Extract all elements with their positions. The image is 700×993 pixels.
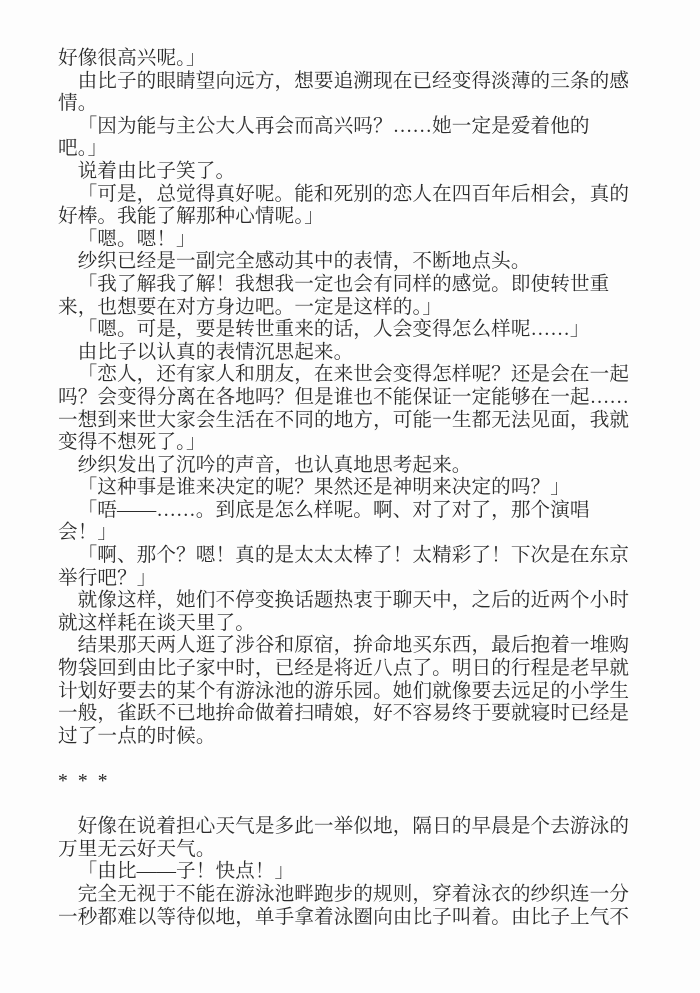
text-line: 结果那天两人逛了涉谷和原宿，拚命地买东西，最后抱着一堆购 <box>77 635 630 657</box>
body-text <box>58 48 642 929</box>
text-line: 情。 <box>58 93 98 115</box>
text-line: 就这样耗在谈天里了。 <box>58 612 255 634</box>
text-line: 物袋回到由比子家中时，已经是将近八点了。明日的行程是老早就 <box>58 658 630 680</box>
text-line: 「嗯。嗯！」 <box>77 228 196 250</box>
text-line: 计划好要去的某个有游泳池的游乐园。她们就像要去远足的小学生 <box>58 680 630 702</box>
text-line: 完全无视于不能在游泳池畔跑步的规则，穿着泳衣的纱织连一分 <box>77 883 630 905</box>
text-line: 「恋人，还有家人和朋友，在来世会变得怎样呢？还是会在一起 <box>77 364 630 386</box>
text-line: 「嗯。可是，要是转世重来的话，人会变得怎么样呢……」 <box>77 319 590 341</box>
text-line: 「因为能与主公大人再会而高兴吗？……她一定是爱着他的 <box>77 115 590 137</box>
text-line: 过了一点的时候。 <box>58 725 216 747</box>
text-line: 「啊、那个？嗯！真的是太太太棒了！太精彩了！下次是在东京 <box>77 545 630 567</box>
text-line: 一秒都难以等待似地，单手拿着泳圈向由比子叫着。由比子上气不 <box>58 906 630 928</box>
text-line: 一般，雀跃不已地拚命做着扫晴娘，好不容易终于要就寝时已经是 <box>58 703 630 725</box>
text-line: 「唔——……。到底是怎么样呢。啊、对了对了，那个演唱 <box>77 499 590 521</box>
text-line: 来，也想要在对方身边吧。一定是这样的。」 <box>58 296 443 318</box>
text-line: 吗？会变得分离在各地吗？但是谁也不能保证一定能够在一起…… <box>58 386 630 408</box>
text-line: 由比子以认真的表情沉思起来。 <box>77 341 354 363</box>
section-separator: * * * <box>58 771 108 792</box>
text-line: 吧。」 <box>58 138 108 160</box>
text-line: 「我了解我了解！我想我一定也会有同样的感觉。即使转世重 <box>77 273 610 295</box>
text-line: 说着由比子笑了。 <box>77 160 236 182</box>
text-line: 好像很高兴呢。」 <box>58 48 206 69</box>
text-line <box>58 794 642 817</box>
text-line: 由比子的眼睛望向远方，想要追溯现在已经变得淡薄的三条的感 <box>77 70 630 92</box>
text-line: 好像在说着担心天气是多此一举似地，隔日的早晨是个去游泳的 <box>77 816 630 838</box>
text-line: 「这种事是谁来决定的呢？果然还是神明来决定的吗？」 <box>77 477 570 499</box>
text-line: 纱织发出了沉吟的声音，也认真地思考起来。 <box>77 454 472 476</box>
text-line <box>58 748 642 771</box>
text-line: 万里无云好天气。 <box>58 838 216 860</box>
text-line: 就像这样，她们不停变换话题热衷于聊天中，之后的近两个小时 <box>77 590 630 612</box>
text-line: 「可是，总觉得真好呢。能和死别的恋人在四百年后相会，真的 <box>77 183 630 205</box>
text-line: 变得不想死了。」 <box>58 432 206 454</box>
text-line: 「由比——子！快点！」 <box>77 861 295 883</box>
text-line: 举行吧？」 <box>58 567 157 589</box>
text-line: 纱织已经是一副完全感动其中的表情，不断地点头。 <box>77 251 531 273</box>
text-line: 会！」 <box>58 522 118 544</box>
text-line: 一想到来世大家会生活在不同的地方，可能一生都无法见面，我就 <box>58 409 630 431</box>
text-line: 好棒。我能了解那种心情呢。」 <box>58 206 324 228</box>
